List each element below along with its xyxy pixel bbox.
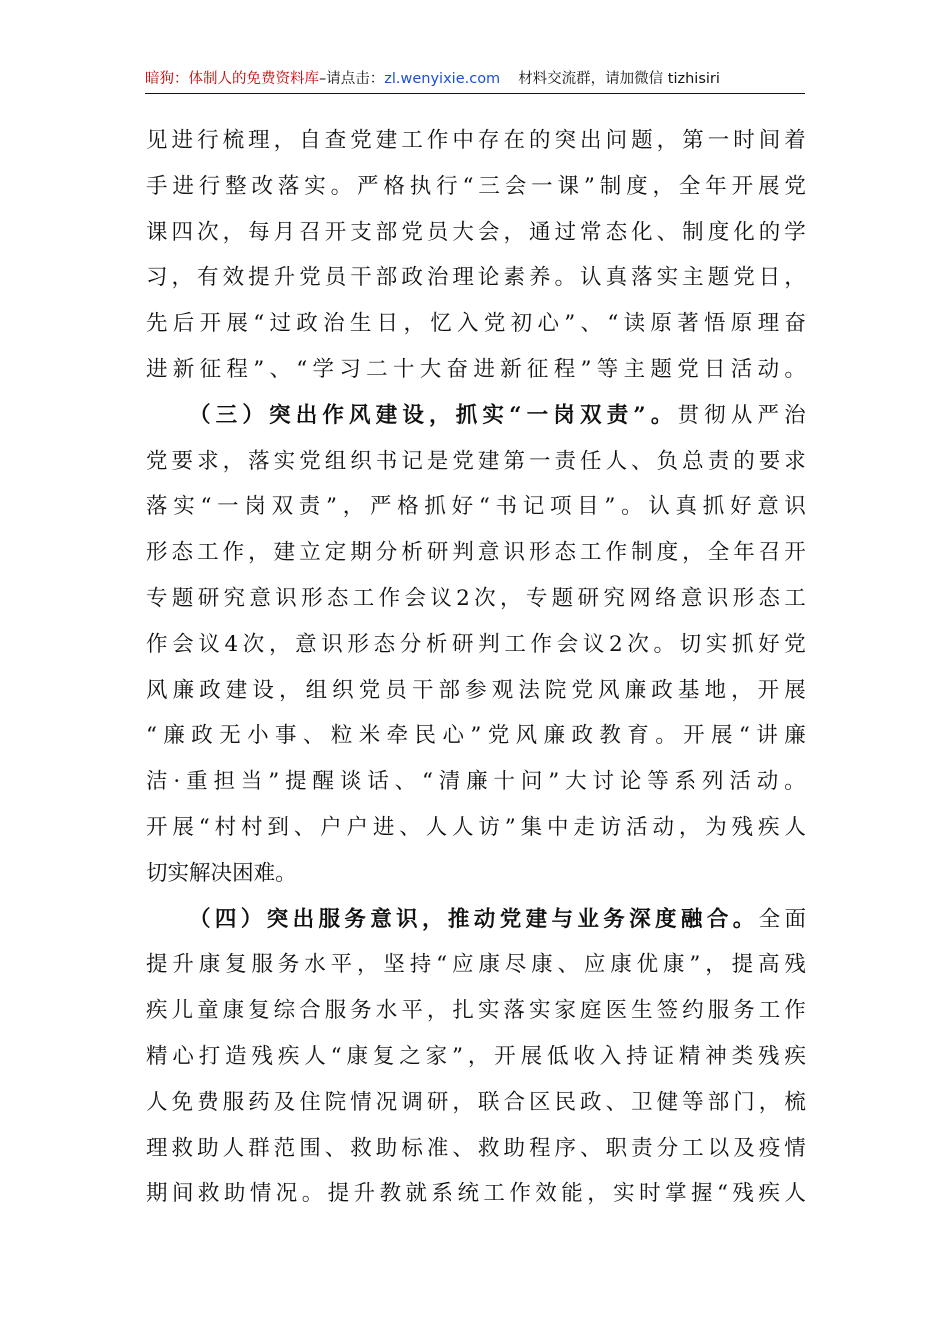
text-line: “ 廉 政 无 小 事 、 粒 米 牵 民 心 ” 党 风 廉 政 教 育 。 开 展 “ 讲 廉 [146, 723, 806, 749]
header-prompt: –请点击： [319, 71, 385, 87]
text-line: 专 题 研 究 意 识 形 态 工 作 会 议 2 次 ， 专 题 研 究 网 络 意 识 形 态 工 [146, 585, 806, 611]
header-brand: 暗狗：体制人的免费资料库 [145, 71, 319, 87]
text-line: 手 进 行 整 改 落 实 。 严 格 执 行 “ 三 会 一 课 ” 制 度 ， 全 年 开 展 党 [146, 173, 806, 199]
text-line: 先 后 开 展 “ 过 政 治 生 日 ， 忆 入 党 初 心 ” 、 “ 读 原 著 悟 原 理 奋 [146, 311, 806, 337]
text-line: 课 四 次 ， 每 月 召 开 支 部 党 员 大 会 ， 通 过 常 态 化 、 制 度 化 的 学 [146, 219, 806, 245]
text-line: 洁 · 重 担 当 ” 提 醒 谈 话 、 “ 清 廉 十 问 ” 大 讨 论 等 系 列 活 动 。 [146, 769, 806, 795]
header-divider [145, 93, 805, 94]
text-line: 精 心 打 造 残 疾 人 “ 康 复 之 家 ” ， 开 展 低 收 入 持 证 精 神 类 残 疾 [146, 1043, 806, 1069]
text-line: 切 实 解 决 困 难 。 [146, 860, 297, 886]
text-line: 见 进 行 梳 理 ， 自 查 党 建 工 作 中 存 在 的 突 出 问 题 ， 第 一 时 间 着 [146, 128, 806, 153]
text-line: 形 态 工 作 ， 建 立 定 期 分 析 研 判 意 识 形 态 工 作 制 度 ， 全 年 召 开 [146, 540, 806, 566]
document-body [146, 118, 806, 1217]
text-line: 党 要 求 ， 落 实 党 组 织 书 记 是 党 建 第 一 责 任 人 、 负 总 责 的 要 求 [146, 448, 806, 474]
text-line: （ 四 ） 突 出 服 务 意 识 ， 推 动 党 建 与 业 务 深 度 融 合 。 全 面 [189, 906, 806, 932]
text-line: （ 三 ） 突 出 作 风 建 设 ， 抓 实 “ 一 岗 双 责 ” 。 贯 彻 从 严 治 [189, 402, 806, 428]
page-header [145, 66, 805, 92]
text-line: 提 升 康 复 服 务 水 平 ， 坚 持 “ 应 康 尽 康 、 应 康 优 康 ” ， 提 高 残 [146, 952, 806, 978]
header-note: 材料交流群，请加微信 tizhisiri [518, 71, 720, 87]
text-line: 开 展 “ 村 村 到 、 户 户 进 、 人 人 访 ” 集 中 走 访 活 动 ， 为 残 疾 人 [146, 814, 806, 840]
header-link[interactable]: zl.wenyixie.com [384, 71, 501, 87]
text-line: 人 免 费 服 药 及 住 院 情 况 调 研 ， 联 合 区 民 政 、 卫 健 等 部 门 ， 梳 [146, 1089, 806, 1115]
text-line: 进 新 征 程 ” 、 “ 学 习 二 十 大 奋 进 新 征 程 ” 等 主 题 党 日 活 动 。 [146, 356, 806, 382]
text-line: 习 ， 有 效 提 升 党 员 干 部 政 治 理 论 素 养 。 认 真 落 实 主 题 党 日 ， [146, 265, 806, 291]
text-line: 期 间 救 助 情 况 。 提 升 教 就 系 统 工 作 效 能 ， 实 时 掌 握 “ 残 疾 人 [146, 1181, 806, 1207]
text-line: 理 救 助 人 群 范 围 、 救 助 标 准 、 救 助 程 序 、 职 责 分 工 以 及 疫 情 [146, 1135, 806, 1161]
text-line: 作 会 议 4 次 ， 意 识 形 态 分 析 研 判 工 作 会 议 2 次 。 切 实 抓 好 党 [146, 631, 806, 657]
text-line: 风 廉 政 建 设 ， 组 织 党 员 干 部 参 观 法 院 党 风 廉 政 基 地 ， 开 展 [146, 677, 806, 703]
text-line: 落 实 “ 一 岗 双 责 ” ， 严 格 抓 好 “ 书 记 项 目 ” 。 认 真 抓 好 意 识 [146, 494, 806, 520]
text-line: 疾 儿 童 康 复 综 合 服 务 水 平 ， 扎 实 落 实 家 庭 医 生 签 约 服 务 工 作 [146, 998, 806, 1024]
